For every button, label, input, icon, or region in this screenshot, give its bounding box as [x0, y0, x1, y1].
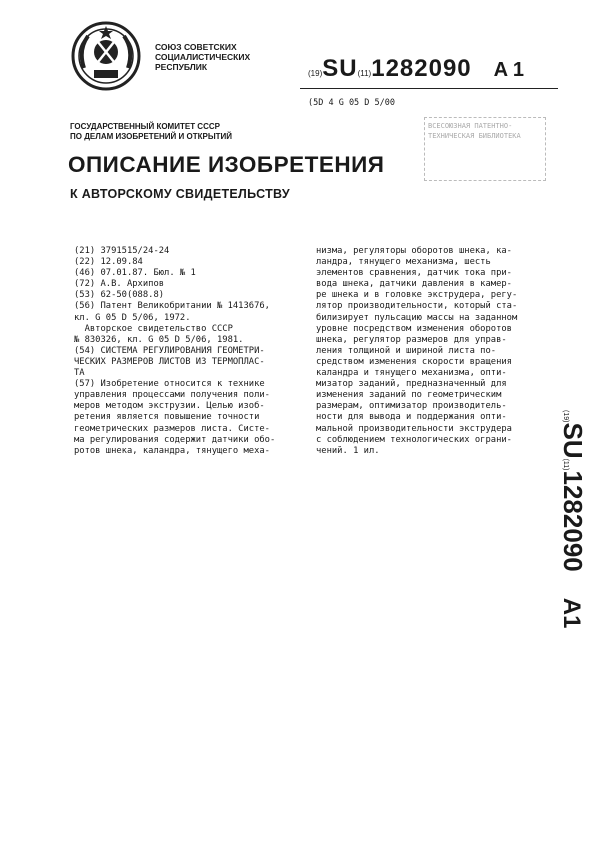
country-line: СОЦИАЛИСТИЧЕСКИХ [155, 52, 251, 62]
text-line: (46) 07.01.87. Бюл. № 1 [74, 268, 196, 279]
text-line: элементов сравнения, датчик тока при- [316, 268, 512, 279]
committee-name [70, 122, 232, 142]
country-line: СОЮЗ СОВЕТСКИХ [155, 42, 237, 52]
committee-line: ГОСУДАРСТВЕННЫЙ КОМИТЕТ СССР [70, 122, 220, 131]
text-line: ретения является повышение точности [74, 412, 260, 423]
text-line: мальной производительности экструдера [316, 423, 512, 434]
kind-code: A 1 [493, 59, 525, 81]
country-line: РЕСПУБЛИК [155, 62, 208, 72]
code-11: (11) [357, 69, 372, 78]
text-line: шнека, регулятор размеров для управ- [316, 334, 507, 345]
text-line: ТА [74, 368, 85, 379]
text-line: вода шнека, датчики давления в камер- [316, 279, 512, 290]
text-line: ландра, тянущего механизма, шесть [316, 257, 491, 268]
header-divider [300, 88, 558, 89]
text-line: (22) 12.09.84 [74, 257, 143, 268]
code-19: (19) [308, 69, 323, 78]
patent-header-number [308, 55, 524, 83]
text-line: ма регулирования содержит датчики обо- [74, 434, 276, 445]
library-stamp [424, 117, 546, 181]
side-patent-number [538, 410, 588, 680]
text-line: (56) Патент Великобритании № 1413676, [74, 301, 270, 312]
text-line: ления толщиной и шириной листа по- [316, 345, 497, 356]
side-code-11: (11) [562, 458, 569, 471]
side-kind-code: A1 [558, 597, 585, 629]
side-code-19: (19) [562, 410, 569, 423]
document-title: ОПИСАНИЕ ИЗОБРЕТЕНИЯ [68, 152, 385, 177]
abstract-column [316, 246, 536, 457]
ipc-classification: (5D 4 G 05 D 5/00 [308, 98, 395, 108]
text-line: управления процессами получения поли- [74, 390, 270, 401]
text-line: изменения заданий по геометрическим [316, 390, 502, 401]
text-line: мизатор заданий, предназначенный для [316, 379, 507, 390]
stamp-text: ВСЕСОЮЗНАЯ ПАТЕНТНО-ТЕХНИЧЕСКАЯ БИБЛИОТЕКА [428, 122, 521, 140]
text-line: лятор производительности, который ста- [316, 301, 518, 312]
text-line: кл. G 05 D 5/06, 1972. [74, 312, 191, 323]
country-code-su: SU [322, 55, 358, 82]
text-line: геометрических размеров листа. Систе- [74, 423, 270, 434]
text-line: ности для вывода и поддержания опти- [316, 412, 507, 423]
text-line: ротов шнека, каландра, тянущего меха- [74, 445, 270, 456]
side-country-code-su: SU [558, 422, 588, 459]
text-line: Авторское свидетельство СССР [74, 323, 233, 334]
text-line: каландра и тянущего механизма, опти- [316, 368, 507, 379]
text-line: ЧЕСКИХ РАЗМЕРОВ ЛИСТОВ ИЗ ТЕРМОПЛАС- [74, 356, 265, 367]
side-patent-number-text: 1282090 [558, 470, 588, 572]
text-line: размерам, оптимизатор производитель- [316, 401, 507, 412]
text-line: уровне посредством изменения оборотов [316, 323, 512, 334]
text-line: средством изменения скорости вращения [316, 356, 512, 367]
ussr-emblem [70, 20, 142, 92]
bibliographic-column [74, 246, 294, 457]
text-line: № 830326, кл. G 05 D 5/06, 1981. [74, 334, 244, 345]
patent-number: 1282090 [371, 55, 472, 82]
text-line: (54) СИСТЕМА РЕГУЛИРОВАНИЯ ГЕОМЕТРИ- [74, 345, 265, 356]
document-subtitle: К АВТОРСКОМУ СВИДЕТЕЛЬСТВУ [70, 187, 290, 201]
text-line: билизирует пульсацию массы на заданном [316, 312, 518, 323]
text-line: (21) 3791515/24-24 [74, 246, 170, 256]
text-line: (72) А.В. Архипов [74, 279, 165, 290]
text-line: меров методом экструзии. Целью изоб- [74, 401, 265, 412]
text-line: (53) 62-50(088.8) [74, 290, 165, 301]
text-line: с соблюдением технологических ограни- [316, 434, 512, 445]
text-line: чений. 1 ил. [316, 445, 380, 456]
country-name [155, 42, 250, 72]
committee-line: ПО ДЕЛАМ ИЗОБРЕТЕНИЙ И ОТКРЫТИЙ [70, 132, 233, 141]
text-line: низма, регуляторы оборотов шнека, ка- [316, 246, 512, 256]
text-line: ре шнека и в головке экструдера, регу- [316, 290, 518, 301]
text-line: (57) Изобретение относится к технике [74, 379, 265, 390]
